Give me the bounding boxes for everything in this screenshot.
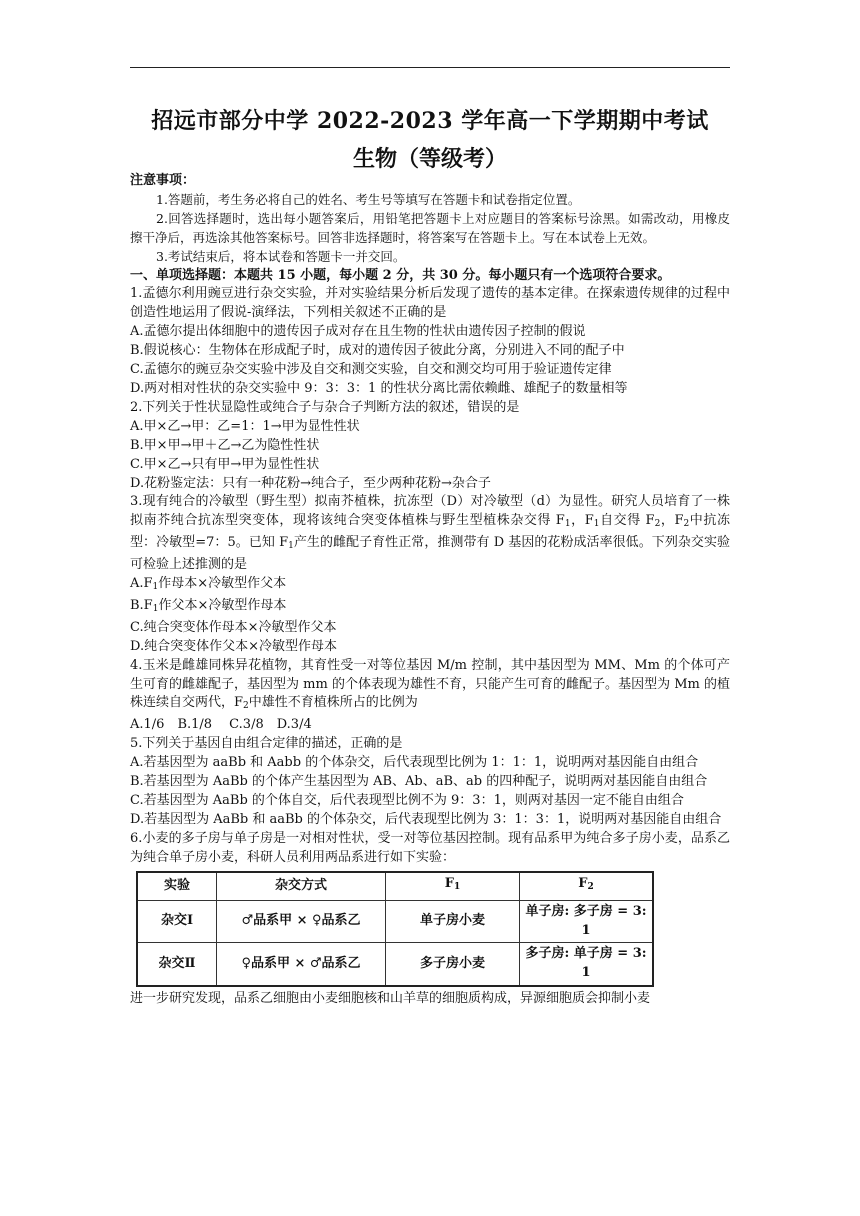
q5-option-a: A.若基因型为 aaBb 和 Aabb 的个体杂交，后代表现型比例为 1：1：1，说明两对基因能自由组合 <box>130 755 699 771</box>
table-row <box>137 900 653 943</box>
table-cell: 杂交Ⅱ <box>137 943 217 986</box>
q4-options: A.1/6 B.1/8 C.3/8 D.3/4 <box>130 717 312 733</box>
notice-heading: 注意事项： <box>130 173 196 188</box>
q3-option-c: C.纯合突变体作母本×冷敏型作父本 <box>130 619 337 635</box>
q1-option-d: D.两对相对性状的杂交实验中 9：3：3：1 的性状分离比需依赖雌、雄配子的数量相等 <box>130 380 628 396</box>
section-1-heading: 一、单项选择题：本题共 15 小题，每小题 2 分，共 30 分。每小题只有一个选项符合要求。 <box>130 267 671 283</box>
table-cell: 多子房小麦 <box>386 943 520 986</box>
q3-stem-part: ，F <box>570 513 594 529</box>
q2-option-c: C.甲×乙→只有甲→甲为显性性状 <box>130 456 320 472</box>
q4-stem-part: 中雄性不育植株所占的比例为 <box>248 695 418 711</box>
q3-option-a-part: A.F <box>130 576 153 592</box>
q5-option-b: B.若基因型为 AaBb 的个体产生基因型为 AB、Ab、aB、ab 的四种配子，说明两对基因能自由组合 <box>130 774 708 790</box>
table-cell: ♂品系甲 × ♀品系乙 <box>217 900 386 943</box>
q3-option-b-part: 作父本×冷敏型作母本 <box>158 597 287 613</box>
table-header-cell <box>520 872 654 901</box>
table-cell: 多子房: 单子房 = 3: 1 <box>520 943 654 986</box>
q3-option-a <box>130 575 730 597</box>
table-subscript: 1 <box>453 882 461 893</box>
f1-label: F <box>444 876 454 892</box>
top-rule <box>130 67 730 68</box>
q3-option-b <box>130 597 730 619</box>
notice-item-1: 1.答题前，考生务必将自己的姓名、考生号等填写在答题卡和试卷指定位置。 <box>156 191 581 207</box>
q3-subscript: 1 <box>564 519 571 530</box>
q3-subscript: 1 <box>288 541 294 552</box>
q4-stem-part: 4.玉米是雌雄同株异花植物，其育性受一对等位基因 M/m 控制，其中基因型为 MM、Mm 的个体可产生可育的雌雄配子，基因型为 mm 的个体表现为雄性不育，只能产生可育的雌配子。基因型为 Mm 的植株连续自交两代，F <box>130 657 730 711</box>
q1-stem: 1.孟德尔利用豌豆进行杂交实验，并对实验结果分析后发现了遗传的基本定律。在探索遗传规律的过程中创造性地运用了假说-演绎法，下列相关叙述不正确的是 <box>130 286 730 321</box>
q3-option-b-part: B.F <box>130 597 153 613</box>
q4-subscript: 2 <box>243 701 249 712</box>
table-header-cell <box>386 872 520 901</box>
q3-stem <box>130 493 730 575</box>
q1-option-c: C.孟德尔的豌豆杂交实验中涉及自交和测交实验，自交和测交均可用于验证遗传定律 <box>130 362 612 378</box>
experiment-table <box>136 871 654 988</box>
q3-stem-part: 3.现有纯合的冷敏型（野生型）拟南芥植株，抗冻型（D）对冷敏型（d）为显性。研究人员培育了一株拟南芥纯合抗冻型突变体，现将该纯合突变体植株与野生型植株杂交得 F <box>130 494 730 529</box>
table-cell: 单子房: 多子房 = 3: 1 <box>520 900 654 943</box>
q4-stem <box>130 657 730 717</box>
q3-stem-part: 中抗冻型：冷敏型=7：5。已知 F <box>130 513 730 551</box>
q1-option-a: A.孟德尔提出体细胞中的遗传因子成对存在且生物的性状由遗传因子控制的假说 <box>130 324 586 340</box>
table-cell: ♀品系甲 × ♂品系乙 <box>217 943 386 986</box>
q2-stem: 2.下列关于性状显隐性或纯合子与杂合子判断方法的叙述，错误的是 <box>130 399 520 415</box>
f2-label: F <box>578 876 588 892</box>
notice-item-2: 2.回答选择题时，选出每小题答案后，用铅笔把答题卡上对应题目的答案标号涂黑。如需改动，用橡皮擦干净后，再选涂其他答案标号。回答非选择题时，将答案写在答题卡上。写在本试卷上无效。 <box>130 210 730 245</box>
q5-option-c: C.若基因型为 AaBb 的个体自交，后代表现型比例不为 9：3：1，则两对基因一定不能自由组合 <box>130 793 684 808</box>
exam-content <box>130 172 730 1009</box>
q1-option-b: B.假说核心：生物体在形成配子时，成对的遗传因子彼此分离，分别进入不同的配子中 <box>130 343 625 359</box>
q5-option-d: D.若基因型为 AaBb 和 aaBb 的个体杂交，后代表现型比例为 3：1：3：1，说明两对基因能自由组合 <box>130 811 722 827</box>
table-row <box>137 943 653 986</box>
q3-stem-part: 产生的雌配子育性正常，推测带有 D 基因的花粉成活率很低。下列杂交实验可检验上述推测的是 <box>130 535 730 573</box>
exam-title: 招远市部分中学 2022-2023 学年高一下学期期中考试 <box>151 108 709 134</box>
exam-subtitle: 生物（等级考） <box>352 146 507 172</box>
q3-subscript: 1 <box>152 582 159 593</box>
table-header-row <box>137 872 653 901</box>
q3-stem-part: ，F <box>660 513 684 529</box>
q3-stem-part: 自交得 F <box>599 513 655 529</box>
q2-option-b: B.甲×甲→甲＋乙→乙为隐性性状 <box>130 437 320 453</box>
q3-subscript: 1 <box>152 603 159 614</box>
q3-option-a-part: 作母本×冷敏型作父本 <box>158 576 287 592</box>
q2-option-a: A.甲×乙→甲：乙=1：1→甲为显性性状 <box>130 418 360 434</box>
q3-subscript: 1 <box>593 519 600 530</box>
q3-option-d: D.纯合突变体作父本×冷敏型作母本 <box>130 638 337 654</box>
q3-subscript: 2 <box>654 519 661 530</box>
table-header-cell: 杂交方式 <box>217 872 386 901</box>
q5-stem: 5.下列关于基因自由组合定律的描述，正确的是 <box>130 736 403 752</box>
table-header-cell: 实验 <box>137 872 217 901</box>
table-cell: 单子房小麦 <box>386 900 520 943</box>
q6-stem: 6.小麦的多子房与单子房是一对相对性状，受一对等位基因控制。现有品系甲为纯合多子房小麦，品系乙为纯合单子房小麦，科研人员利用两品系进行如下实验： <box>130 830 730 865</box>
notice-item-3: 3.考试结束后，将本试卷和答题卡一并交回。 <box>156 248 406 264</box>
q3-subscript: 2 <box>683 519 690 530</box>
q6-after-text: 进一步研究发现，品系乙细胞由小麦细胞核和山羊草的细胞质构成，异源细胞质会抑制小麦 <box>130 991 651 1007</box>
table-subscript: 2 <box>587 882 594 893</box>
table-cell: 杂交Ⅰ <box>137 900 217 943</box>
q2-option-d: D.花粉鉴定法：只有一种花粉→纯合子，至少两种花粉→杂合子 <box>130 475 491 491</box>
